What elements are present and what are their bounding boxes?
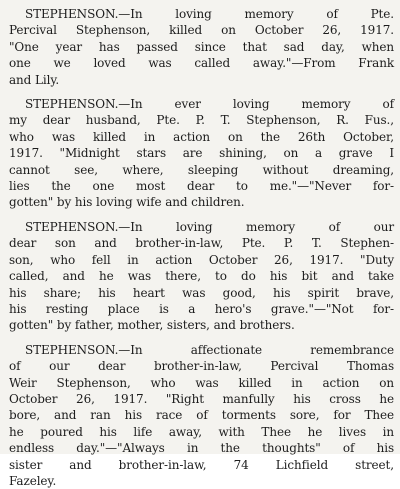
- notice-line: cannot see, where, sleeping without dreaming,: [9, 162, 394, 177]
- notice-line: gotten" by father, mother, sisters, and brothers.: [9, 318, 295, 333]
- notice-line: Fazeley.: [9, 473, 57, 488]
- notice-line: bore, and ran his race of torments sore, for Thee: [9, 408, 394, 423]
- notice-line: he poured his life away, with Thee he lives in: [9, 424, 394, 439]
- notice-line: endless day."—"Always in the thoughts" of his: [9, 441, 394, 456]
- notice-line: STEPHENSON.—In loving memory of our: [25, 219, 394, 234]
- notice-line: STEPHENSON.—In ever loving memory of: [25, 97, 394, 112]
- notice-line: "One year has passed since that sad day, when: [9, 39, 394, 54]
- notice-line: called, and he was there, to do his bit and take: [9, 269, 394, 284]
- memorial-notice-1: [9, 6, 394, 88]
- notice-line: Percival Stephenson, killed on October 26, 1917.: [9, 23, 394, 38]
- notice-line: 1917. "Midnight stars are shining, on a grave I: [9, 146, 394, 161]
- notice-line: his resting place is a hero's grave."—"Not for-: [9, 301, 394, 316]
- notice-line: his share; his heart was good, his spirit brave,: [9, 285, 394, 300]
- memorial-notice-2: [9, 96, 394, 211]
- notice-line: gotten" by his loving wife and children.: [9, 195, 245, 210]
- memorial-notice-3: [9, 219, 394, 334]
- notice-line: one we loved was called away."—From Frank: [9, 56, 394, 71]
- notice-line: October 26, 1917. "Right manfully his cross he: [9, 391, 394, 406]
- notice-line: of our dear brother-in-law, Percival Thomas: [9, 359, 394, 374]
- notice-line: Weir Stephenson, who was killed in action on: [9, 375, 394, 390]
- notice-line: and Lily.: [9, 72, 60, 87]
- notice-line: dear son and brother-in-law, Pte. P. T. Stephen-: [9, 236, 394, 251]
- notice-line: STEPHENSON.—In affectionate remembrance: [25, 342, 394, 357]
- notice-line: my dear husband, Pte. P. T. Stephenson, R. Fus.,: [9, 113, 394, 128]
- memorial-notice-4: [9, 342, 394, 489]
- notice-line: who was killed in action on the 26th October,: [9, 129, 394, 144]
- notice-line: STEPHENSON.—In loving memory of Pte.: [25, 7, 394, 21]
- notice-line: sister and brother-in-law, 74 Lichfield street,: [9, 457, 394, 472]
- notice-line: son, who fell in action October 26, 1917. "Duty: [9, 252, 394, 267]
- notice-line: lies the one most dear to me."—"Never for-: [9, 179, 394, 194]
